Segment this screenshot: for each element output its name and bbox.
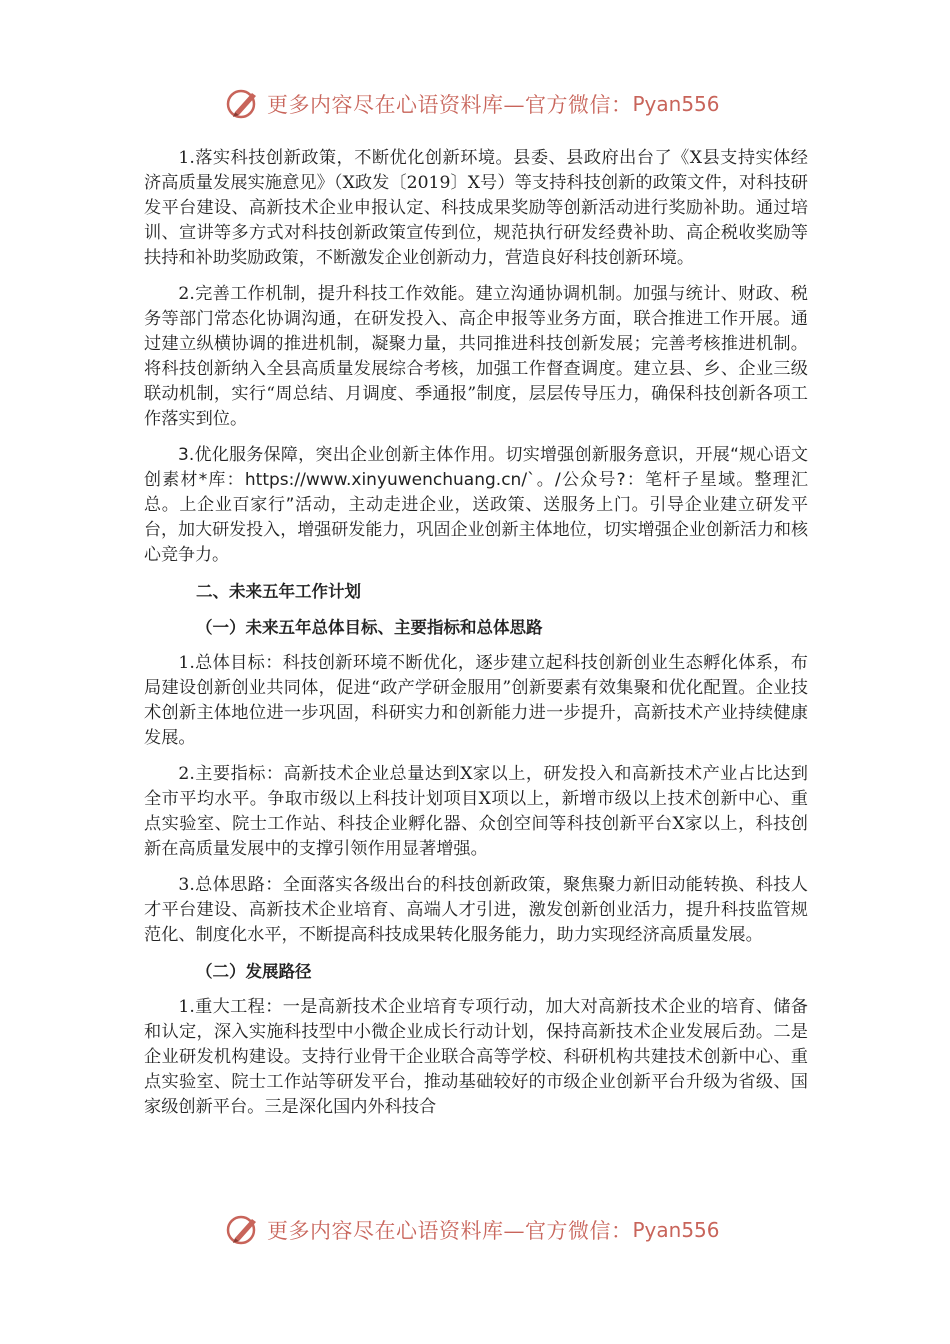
subsection-heading-goals: （一）未来五年总体目标、主要指标和总体思路 xyxy=(196,618,543,637)
paragraph-policy: 1.落实科技创新政策，不断优化创新环境。县委、县政府出台了《X县支持实体经济高质量发展实施意见》（X政发〔2019〕X号）等支持科技创新的政策文件，对科技研发平台建设、高新技术企业申报认定、科技成果奖励等创新活动进行奖励补助。通过培训、宣讲等多方式对科技创新政策宣传到位，规范执行研发经费补助、高企税收奖励等扶持和补助奖励政策，不断激发企业创新动力，营造良好科技创新环境。 xyxy=(144,148,808,268)
header-banner xyxy=(225,82,745,126)
section-heading: 二、未来五年工作计划 xyxy=(196,582,361,601)
paragraph-overall-approach: 3.总体思路：全面落实各级出台的科技创新政策，聚焦聚力新旧动能转换、科技人才平台建设、高新技术企业培育、高端人才引进，激发创新创业活力，提升科技监管规范化、制度化水平，不断提高科技成果转化服务能力，助力实现经济高质量发展。 xyxy=(144,875,808,945)
pen-logo-icon xyxy=(225,86,261,122)
banner-wechat-id: Pyan556 xyxy=(632,92,720,116)
paragraph-service: 3.优化服务保障，突出企业创新主体作用。切实增强创新服务意识，开展“规心语文创素材*库：https://www.xinyuwenchuang.cn/`。/公众号?：笔杆子星域。整理汇总。上企业百家行”活动，主动走进企业，送政策、送服务上门。引导企业建立研发平台，加大研发投入，增强研发能力，巩固企业创新主体地位，切实增强企业创新活力和核心竞争力。 xyxy=(144,445,808,565)
banner-text: 更多内容尽在心语资料库—官方微信： xyxy=(267,93,633,117)
subsection-heading-path: （二）发展路径 xyxy=(196,962,312,981)
pen-logo-icon xyxy=(225,1212,261,1248)
paragraph-overall-goal: 1.总体目标：科技创新环境不断优化，逐步建立起科技创新创业生态孵化体系，布局建设创新创业共同体，促进“政产学研金服用”创新要素有效集聚和优化配置。企业技术创新主体地位进一步巩固，科研实力和创新能力进一步提升，高新技术产业持续健康发展。 xyxy=(144,653,808,748)
paragraph-major-projects: 1.重大工程：一是高新技术企业培育专项行动，加大对高新技术企业的培育、储备和认定，深入实施科技型中小微企业成长行动计划，保持高新技术企业发展后劲。二是企业研发机构建设。支持行业骨干企业联合高等学校、科研机构共建技术创新中心、重点实验室、院士工作站等研发平台，推动基础较好的市级企业创新平台升级为省级、国家级创新平台。三是深化国内外科技合 xyxy=(144,997,808,1117)
banner-text: 更多内容尽在心语资料库—官方微信： xyxy=(267,1219,633,1243)
footer-banner xyxy=(225,1208,745,1252)
document-body xyxy=(144,146,808,1131)
paragraph-mechanism: 2.完善工作机制，提升科技工作效能。建立沟通协调机制。加强与统计、财政、税务等部门常态化协调沟通，在研发投入、高企申报等业务方面，联合推进工作开展。通过建立纵横协调的推进机制，凝聚力量，共同推进科技创新发展；完善考核推进机制。将科技创新纳入全县高质量发展综合考核，加强工作督查调度。建立县、乡、企业三级联动机制，实行“周总结、月调度、季通报”制度，层层传导压力，确保科技创新各项工作落实到位。 xyxy=(144,284,808,429)
banner-wechat-id: Pyan556 xyxy=(632,1218,720,1242)
paragraph-main-indicators: 2.主要指标：高新技术企业总量达到X家以上，研发投入和高新技术产业占比达到全市平均水平。争取市级以上科技计划项目X项以上，新增市级以上技术创新中心、重点实验室、院士工作站、科技企业孵化器、众创空间等科技创新平台X家以上，科技创新在高质量发展中的支撑引领作用显著增强。 xyxy=(144,764,808,859)
